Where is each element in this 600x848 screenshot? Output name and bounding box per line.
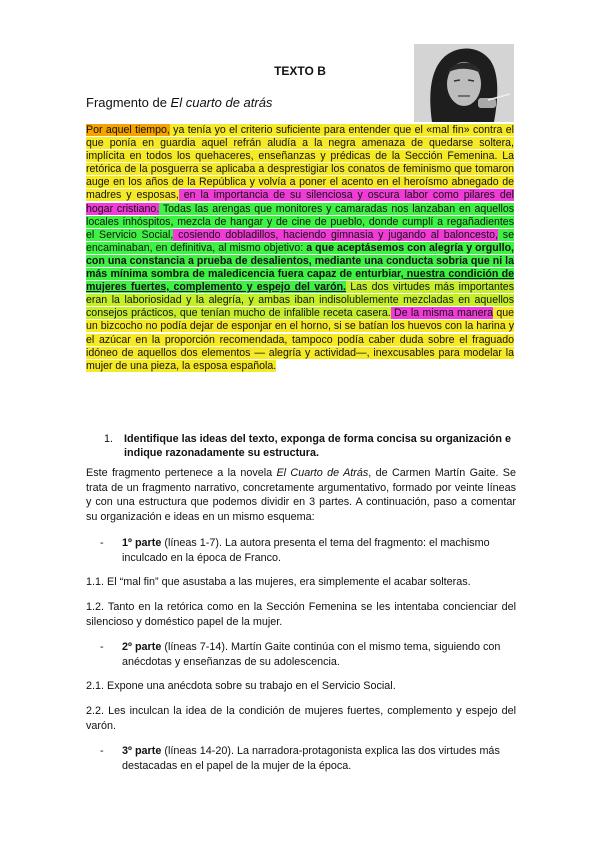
intro-work: El Cuarto de Atrás — [276, 467, 369, 479]
point-1-1: 1.1. El “mal fin” que asustaba a las mujeres, era simplemente el acabar solteras. — [86, 576, 471, 588]
subtitle — [86, 95, 272, 110]
bullet-dash: - — [100, 745, 104, 757]
passage-segment: a que aceptásemos con alegría y orgullo, con una constancia a prueba de desalientos, mediante una conducta sobria que ni la más mínima sombra de maledicencia fuera capaz de enturbiar, — [86, 241, 514, 281]
passage-segment: cosiendo dobladillos, haciendo gimnasia y jugando al baloncesto, — [173, 228, 498, 241]
passage-segment: Las dos virtudes más importantes eran la laboriosidad y la alegría, y ambas iban indisolublemente mezcladas en aquellos consejos prácticos, que tenían mucho de infalible receta casera. — [86, 281, 514, 320]
passage-segment: se encaminaban, en definitiva, al mismo objetivo: — [86, 228, 514, 254]
passage-segment: en la importancia de su silenciosa y oscura labor como pilares del hogar cristiano. — [86, 189, 514, 215]
part1-bullet — [100, 536, 516, 565]
answer-intro — [86, 466, 516, 524]
point-2-2: 2.2. Les inculcan la idea de la condición de mujeres fuertes, complemento y espejo del varón. — [86, 705, 516, 732]
author-photo — [414, 44, 514, 122]
passage-segment: que un bizcocho no podía dejar de esponjar en el horno, si se batían los huevos con la harina y el azúcar en la proporción recomendada, tampoco podía caber duda sobre el fraguado idóneo de aquellos dos elementos — alegría y actividad—, inexcusables para modelar la mujer de una pieza, la esposa española. — [86, 307, 515, 372]
part3-text: (líneas 14-20). La narradora-protagonista explica las dos virtudes más destacadas en el papel de la mujer de la época. — [122, 745, 500, 772]
part2-label: 2º parte — [122, 641, 162, 653]
author-portrait-image — [414, 44, 514, 122]
part3-label: 3º parte — [122, 745, 162, 757]
part2-text: (líneas 7-14). Martín Gaite continúa con el mismo tema, siguiendo con anécdotas y enseñanzas de su adolescencia. — [122, 641, 501, 668]
passage-segment: De la misma manera — [390, 307, 493, 320]
source-passage — [86, 124, 514, 373]
subtitle-work: El cuarto de atrás — [170, 95, 273, 110]
bullet-dash: - — [100, 537, 104, 549]
part1-text: (líneas 1-7). La autora presenta el tema del fragmento: el machismo inculcado en la época de Franco. — [122, 537, 490, 564]
question-number: 1. — [104, 433, 114, 445]
passage-segment: nuestra condición de mujeres fuertes, complemento y espejo del varón. — [86, 268, 514, 294]
page-title: TEXTO B — [274, 64, 326, 78]
passage-segment: Todas las arengas que monitores y camaradas nos lanzaban en aquellos locales inhóspitos, mezcla de hangar y de cine de pueblo, donde cumplí a regañadientes el Servicio Social, — [86, 202, 515, 241]
part1-label: 1º parte — [122, 537, 162, 549]
question — [104, 432, 516, 460]
passage-segment: Por aquel tiempo, — [86, 124, 170, 136]
part3-bullet — [100, 744, 516, 773]
part2-bullet — [100, 640, 516, 669]
question-text: Identifique las ideas del texto, exponga de forma concisa su organización e indique razonadamente su estructura. — [124, 433, 511, 459]
intro-text-a: Este fragmento pertenece a la novela — [86, 467, 277, 479]
subtitle-prefix: Fragmento de — [86, 95, 171, 110]
point-2-1: 2.1. Expone una anécdota sobre su trabajo en el Servicio Social. — [86, 680, 396, 692]
bullet-dash: - — [100, 641, 104, 653]
point-1-2: 1.2. Tanto en la retórica como en la Sección Femenina se les intentaba concienciar del silencioso y doméstico papel de la mujer. — [86, 601, 516, 628]
intro-text-b: , de Carmen Martín Gaite. Se trata de un fragmento narrativo, concretamente argumentativo, formado por veinte líneas y con una estructura que podemos dividir en 3 partes. A continuación, paso a comentar su organización e ideas en un mismo esquema: — [86, 467, 516, 523]
passage-segment: ya tenía yo el criterio suficiente para entender que el «mal fin» contra el que ponía en guardia aquel refrán aludía a la negra amenaza de quedarse soltera, implícita en todos los quehaceres, enseñanzas y prédicas de la Sección Femenina. La retórica de la posguerra se aplicaba a desprestigiar los conatos de feminismo que tomaron auge en los años de la República y volvía a poner el acento en el heroísmo abnegado de madres y esposas, — [86, 124, 514, 202]
